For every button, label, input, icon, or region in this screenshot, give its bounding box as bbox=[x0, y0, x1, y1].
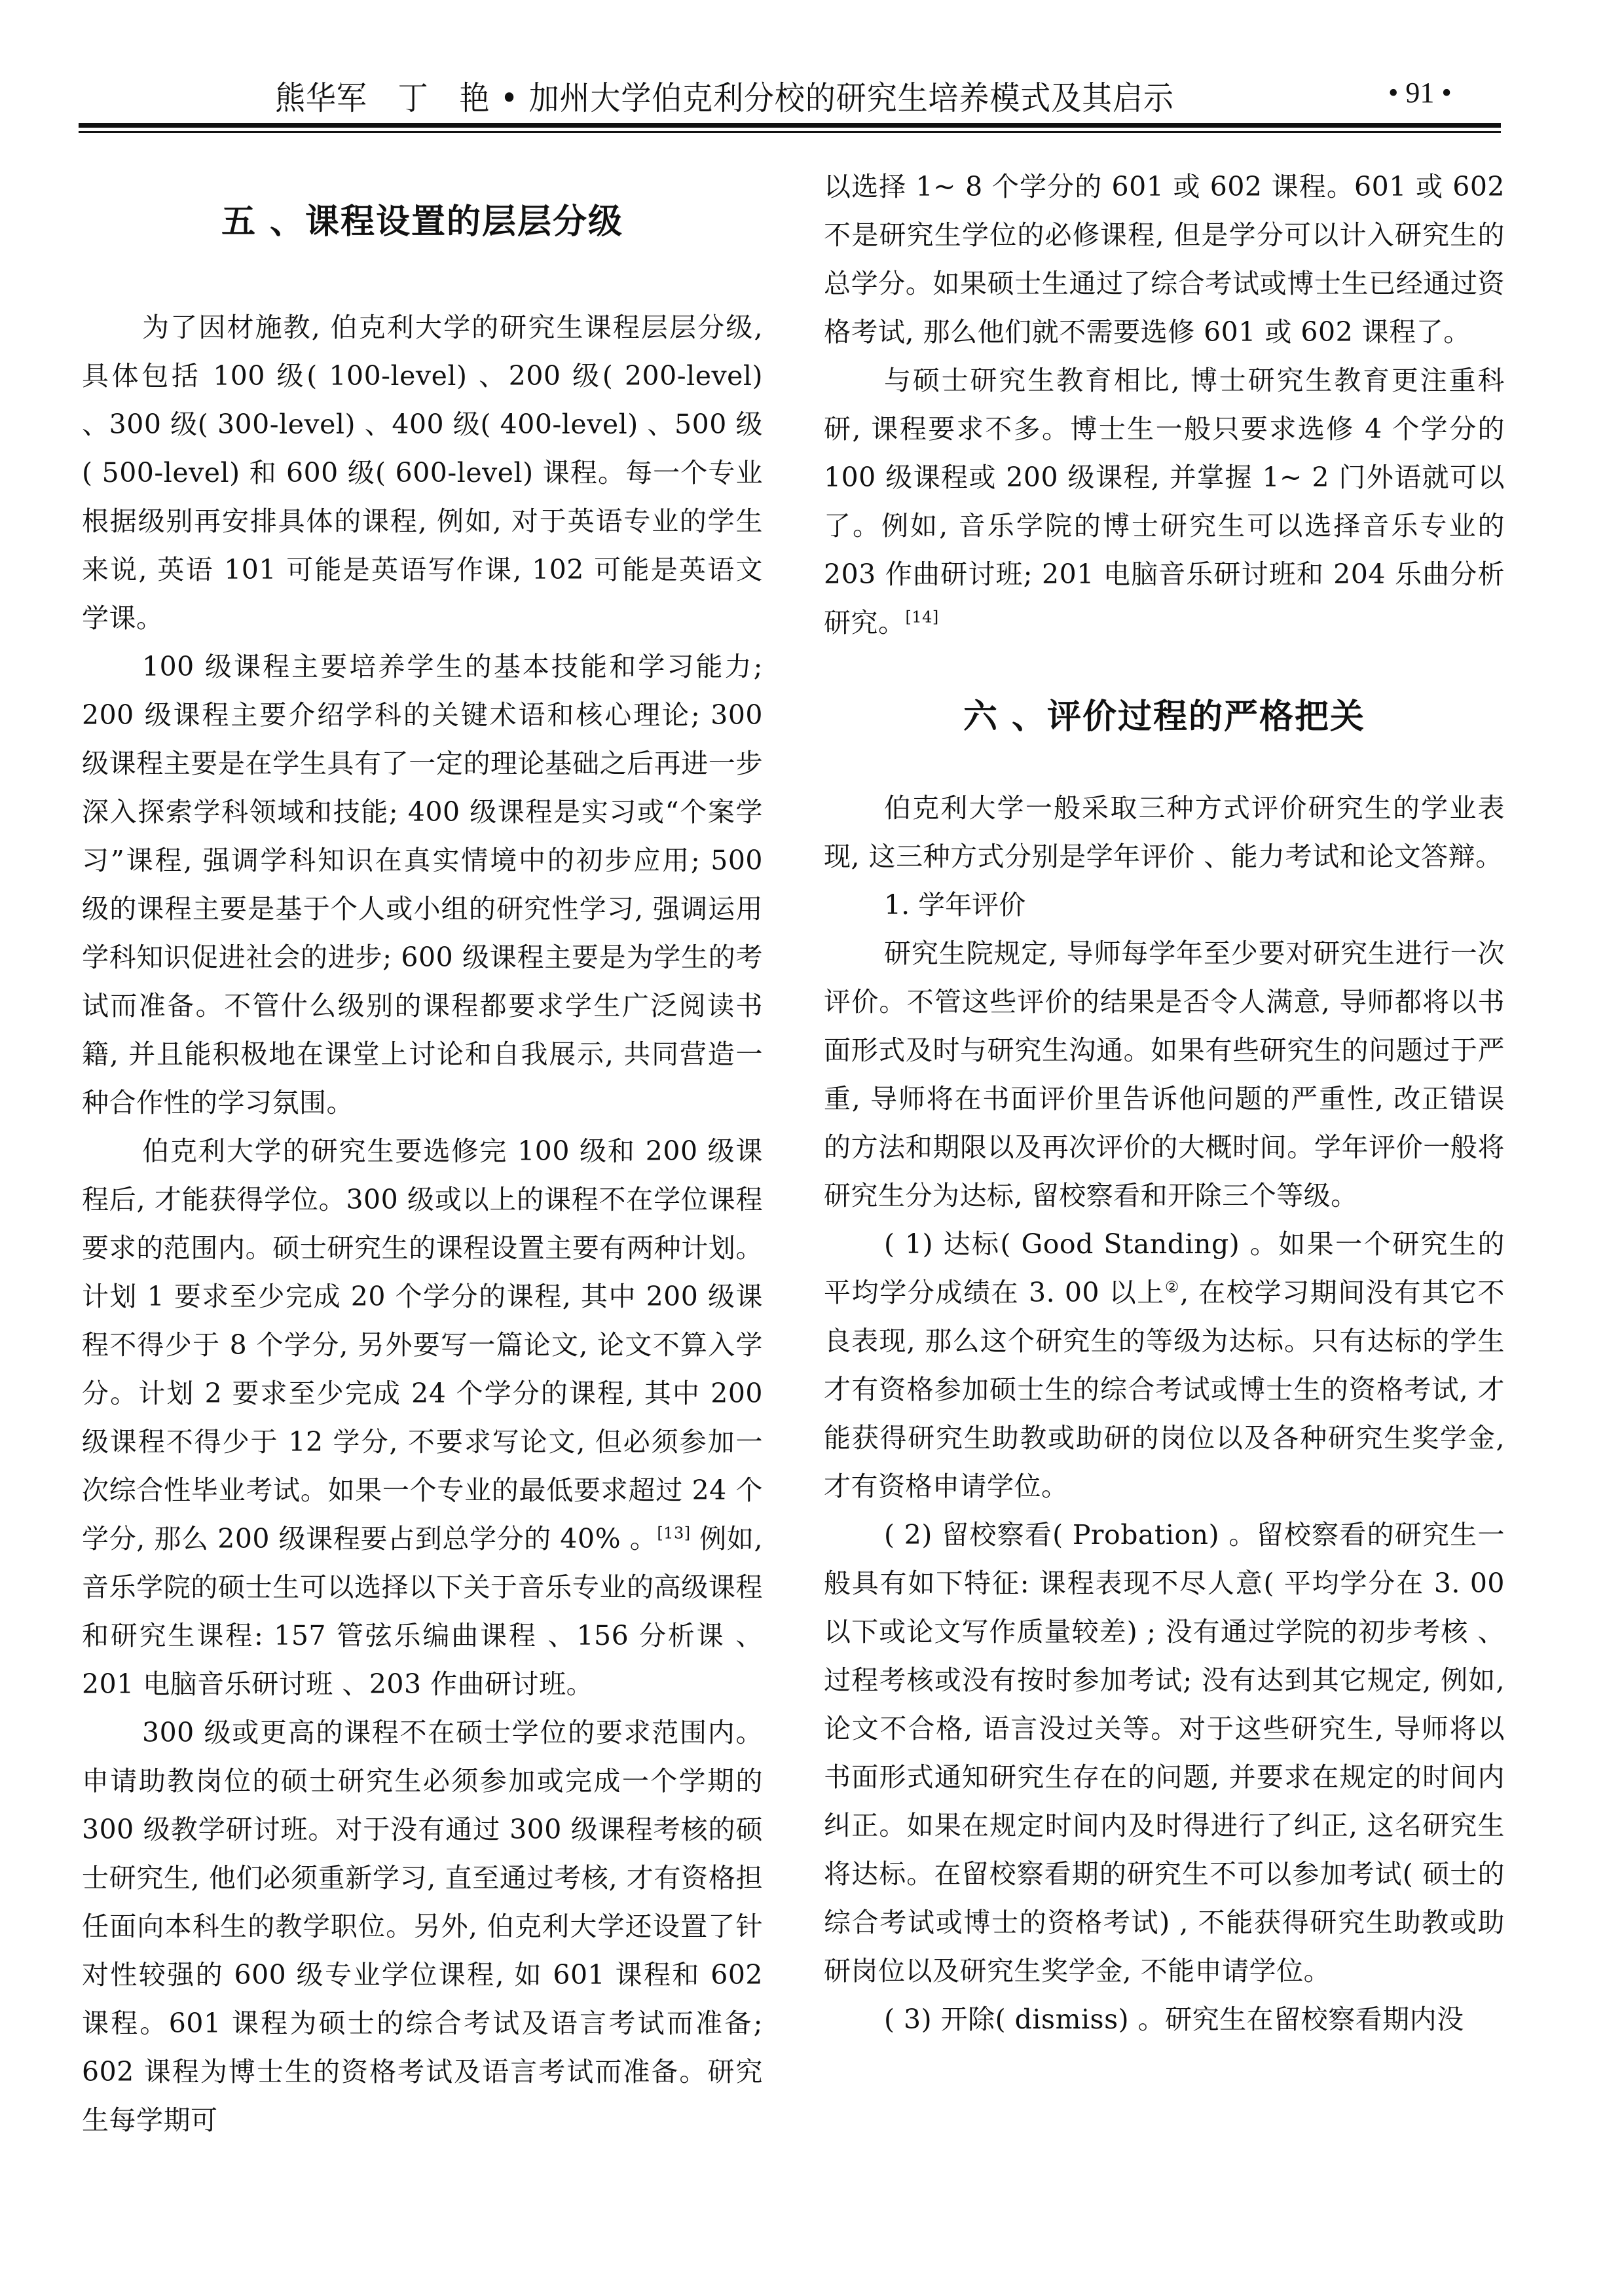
footnote-marker: ② bbox=[1164, 1277, 1181, 1296]
header-rule-thin bbox=[79, 131, 1501, 133]
paragraph-text: , 在校学习期间没有其它不良表现, 那么这个研究生的等级为达标。只有达标的学生才有资格参加硕士生的综合考试或博士生的资格考试, 才能获得研究生助教或助研的岗位以及各种研究生奖学金, 才有资格申请学位。 bbox=[824, 1277, 1505, 1502]
spacer bbox=[82, 162, 763, 194]
paragraph bbox=[824, 356, 1505, 647]
paragraph: ( 2) 留校察看( Probation) 。留校察看的研究生一般具有如下特征: 课程表现不尽人意( 平均学分在 3. 00 以下或论文写作质量较差) ; 没有通过学院的初步考核 、过程考核或没有按时参加考试; 没有达到其它规定, 例如, 论文不合格, 语言没过关等。对于这些研究生, 导师将以书面形式通知研究生存在的问题, 并要求在规定的时间内纠正。如果在规定时间内及时得进行了纠正, 这名研究生将达标。在留校察看期的研究生不可以参加考试( 硕士的综合考试或博士的资格考试) , 不能获得研究生助教或助研岗位以及研究生奖学金, 不能申请学位。 bbox=[824, 1519, 1505, 1987]
spacer bbox=[824, 647, 1505, 689]
header-rule-thick bbox=[79, 123, 1501, 128]
running-header bbox=[79, 60, 1501, 119]
paragraph-text: ( 1) 达标( Good Standing) 。如果一个研究生的平均学分成绩在 3. 00 以上 bbox=[824, 1228, 1505, 1308]
paragraph: 100 级课程主要培养学生的基本技能和学习能力; 200 级课程主要介绍学科的关键术语和核心理论; 300 级课程主要是在学生具有了一定的理论基础之后再进一步深入探索学科领域和技能; 400 级课程是实习或“个案学习”课程, 强调学科知识在真实情境中的初步应用; 500 级的课程主要是基于个人或小组的研究性学习, 强调运用学科知识促进社会的进步; 600 级课程主要是为学生的考试而准备。不管什么级别的课程都要求学生广泛阅读书籍, 并且能积极地在课堂上讨论和自我展示, 共同营造一种合作性的学习氛围。 bbox=[82, 651, 763, 1118]
spacer bbox=[82, 243, 763, 303]
paragraph: 伯克利大学一般采取三种方式评价研究生的学业表现, 这三种方式分别是学年评价 、能力考试和论文答辩。 bbox=[824, 792, 1505, 872]
paragraph bbox=[824, 1220, 1505, 1511]
section-heading-5: 五 、课程设置的层层分级 bbox=[221, 202, 624, 242]
paragraph: 300 级或更高的课程不在硕士学位的要求范围内。申请助教岗位的硕士研究生必须参加或完成一个学期的 300 级教学研讨班。对于没有通过 300 级课程考核的硕士研究生, 他们必须重新学习, 直至通过考核, 才有资格担任面向本科生的教学职位。另外, 伯克利大学还设置了针对性较强的 600 级专业学位课程, 如 601 课程和 602 课程。601 课程为硕士的综合考试及语言考试而准备; 602 课程为博士生的资格考试及语言考试而准备。研究生每学期可 bbox=[82, 1717, 763, 2136]
left-column bbox=[82, 162, 763, 2144]
subheading: 1. 学年评价 bbox=[884, 889, 1026, 921]
paragraph-text: 伯克利大学的研究生要选修完 100 级和 200 级课程后, 才能获得学位。300 级或以上的课程不在学位课程要求的范围内。硕士研究生的课程设置主要有两种计划。计划 1 要求至少完成 20 个学分的课程, 其中 200 级课程不得少于 8 个学分, 另外要写一篇论文, 论文不算入学分。计划 2 要求至少完成 24 个学分的课程, 其中 200 级课程不得少于 12 学分, 不要求写论文, 但必须参加一次综合性毕业考试。如果一个专业的最低要求超过 24 个学分, 那么 200 级课程要占到总学分的 40% 。 bbox=[82, 1135, 763, 1554]
paragraph: 研究生院规定, 导师每学年至少要对研究生进行一次评价。不管这些评价的结果是否令人满意, 导师都将以书面形式及时与研究生沟通。如果有些研究生的问题过于严重, 导师将在书面评价里告诉他问题的严重性, 改正错误的方法和期限以及再次评价的大概时间。学年评价一般将研究生分为达标, 留校察看和开除三个等级。 bbox=[824, 938, 1505, 1211]
paragraph-continued: 以选择 1~ 8 个学分的 601 或 602 课程。601 或 602 不是研究生学位的必修课程, 但是学分可以计入研究生的总学分。如果硕士生通过了综合考试或博士生已经通过资格考试, 那么他们就不需要选修 601 或 602 课程了。 bbox=[824, 171, 1505, 348]
paragraph: 为了因材施教, 伯克利大学的研究生课程层层分级, 具体包括 100 级( 100-level) 、200 级( 200-level) 、300 级( 300-level) 、400 级( 400-level) 、500 级( 500-level) 和 600 级( 600-level) 课程。每一个专业根据级别再安排具体的课程, 例如, 对于英语专业的学生来说, 英语 101 可能是英语写作课, 102 可能是英语文学课。 bbox=[82, 312, 763, 634]
section-heading-6: 六 、评价过程的严格把关 bbox=[963, 697, 1366, 737]
paragraph bbox=[82, 1127, 763, 1708]
citation-ref: [13] bbox=[657, 1524, 691, 1543]
paragraph-text: 例如, 音乐学院的硕士生可以选择以下关于音乐专业的高级课程和研究生课程: 157 管弦乐编曲课程 、156 分析课 、201 电脑音乐研讨班 、203 作曲研讨班。 bbox=[82, 1523, 763, 1700]
spacer bbox=[824, 738, 1505, 784]
paragraph: ( 3) 开除( dismiss) 。研究生在留校察看期内没 bbox=[884, 2004, 1464, 2035]
running-title: 熊华军 丁 艳 • 加州大学伯克利分校的研究生培养模式及其启示 bbox=[275, 79, 1174, 117]
paragraph-text: 与硕士研究生教育相比, 博士研究生教育更注重科研, 课程要求不多。博士生一般只要求选修 4 个学分的 100 级课程或 200 级课程, 并掌握 1~ 2 门外语就可以了。例如, 音乐学院的博士研究生可以选择音乐专业的 203 作曲研讨班; 201 电脑音乐研讨班和 204 乐曲分析研究。 bbox=[824, 365, 1505, 638]
citation-ref: [14] bbox=[905, 608, 939, 627]
page-number: • 91 • bbox=[1388, 77, 1452, 109]
right-column bbox=[824, 162, 1505, 2044]
